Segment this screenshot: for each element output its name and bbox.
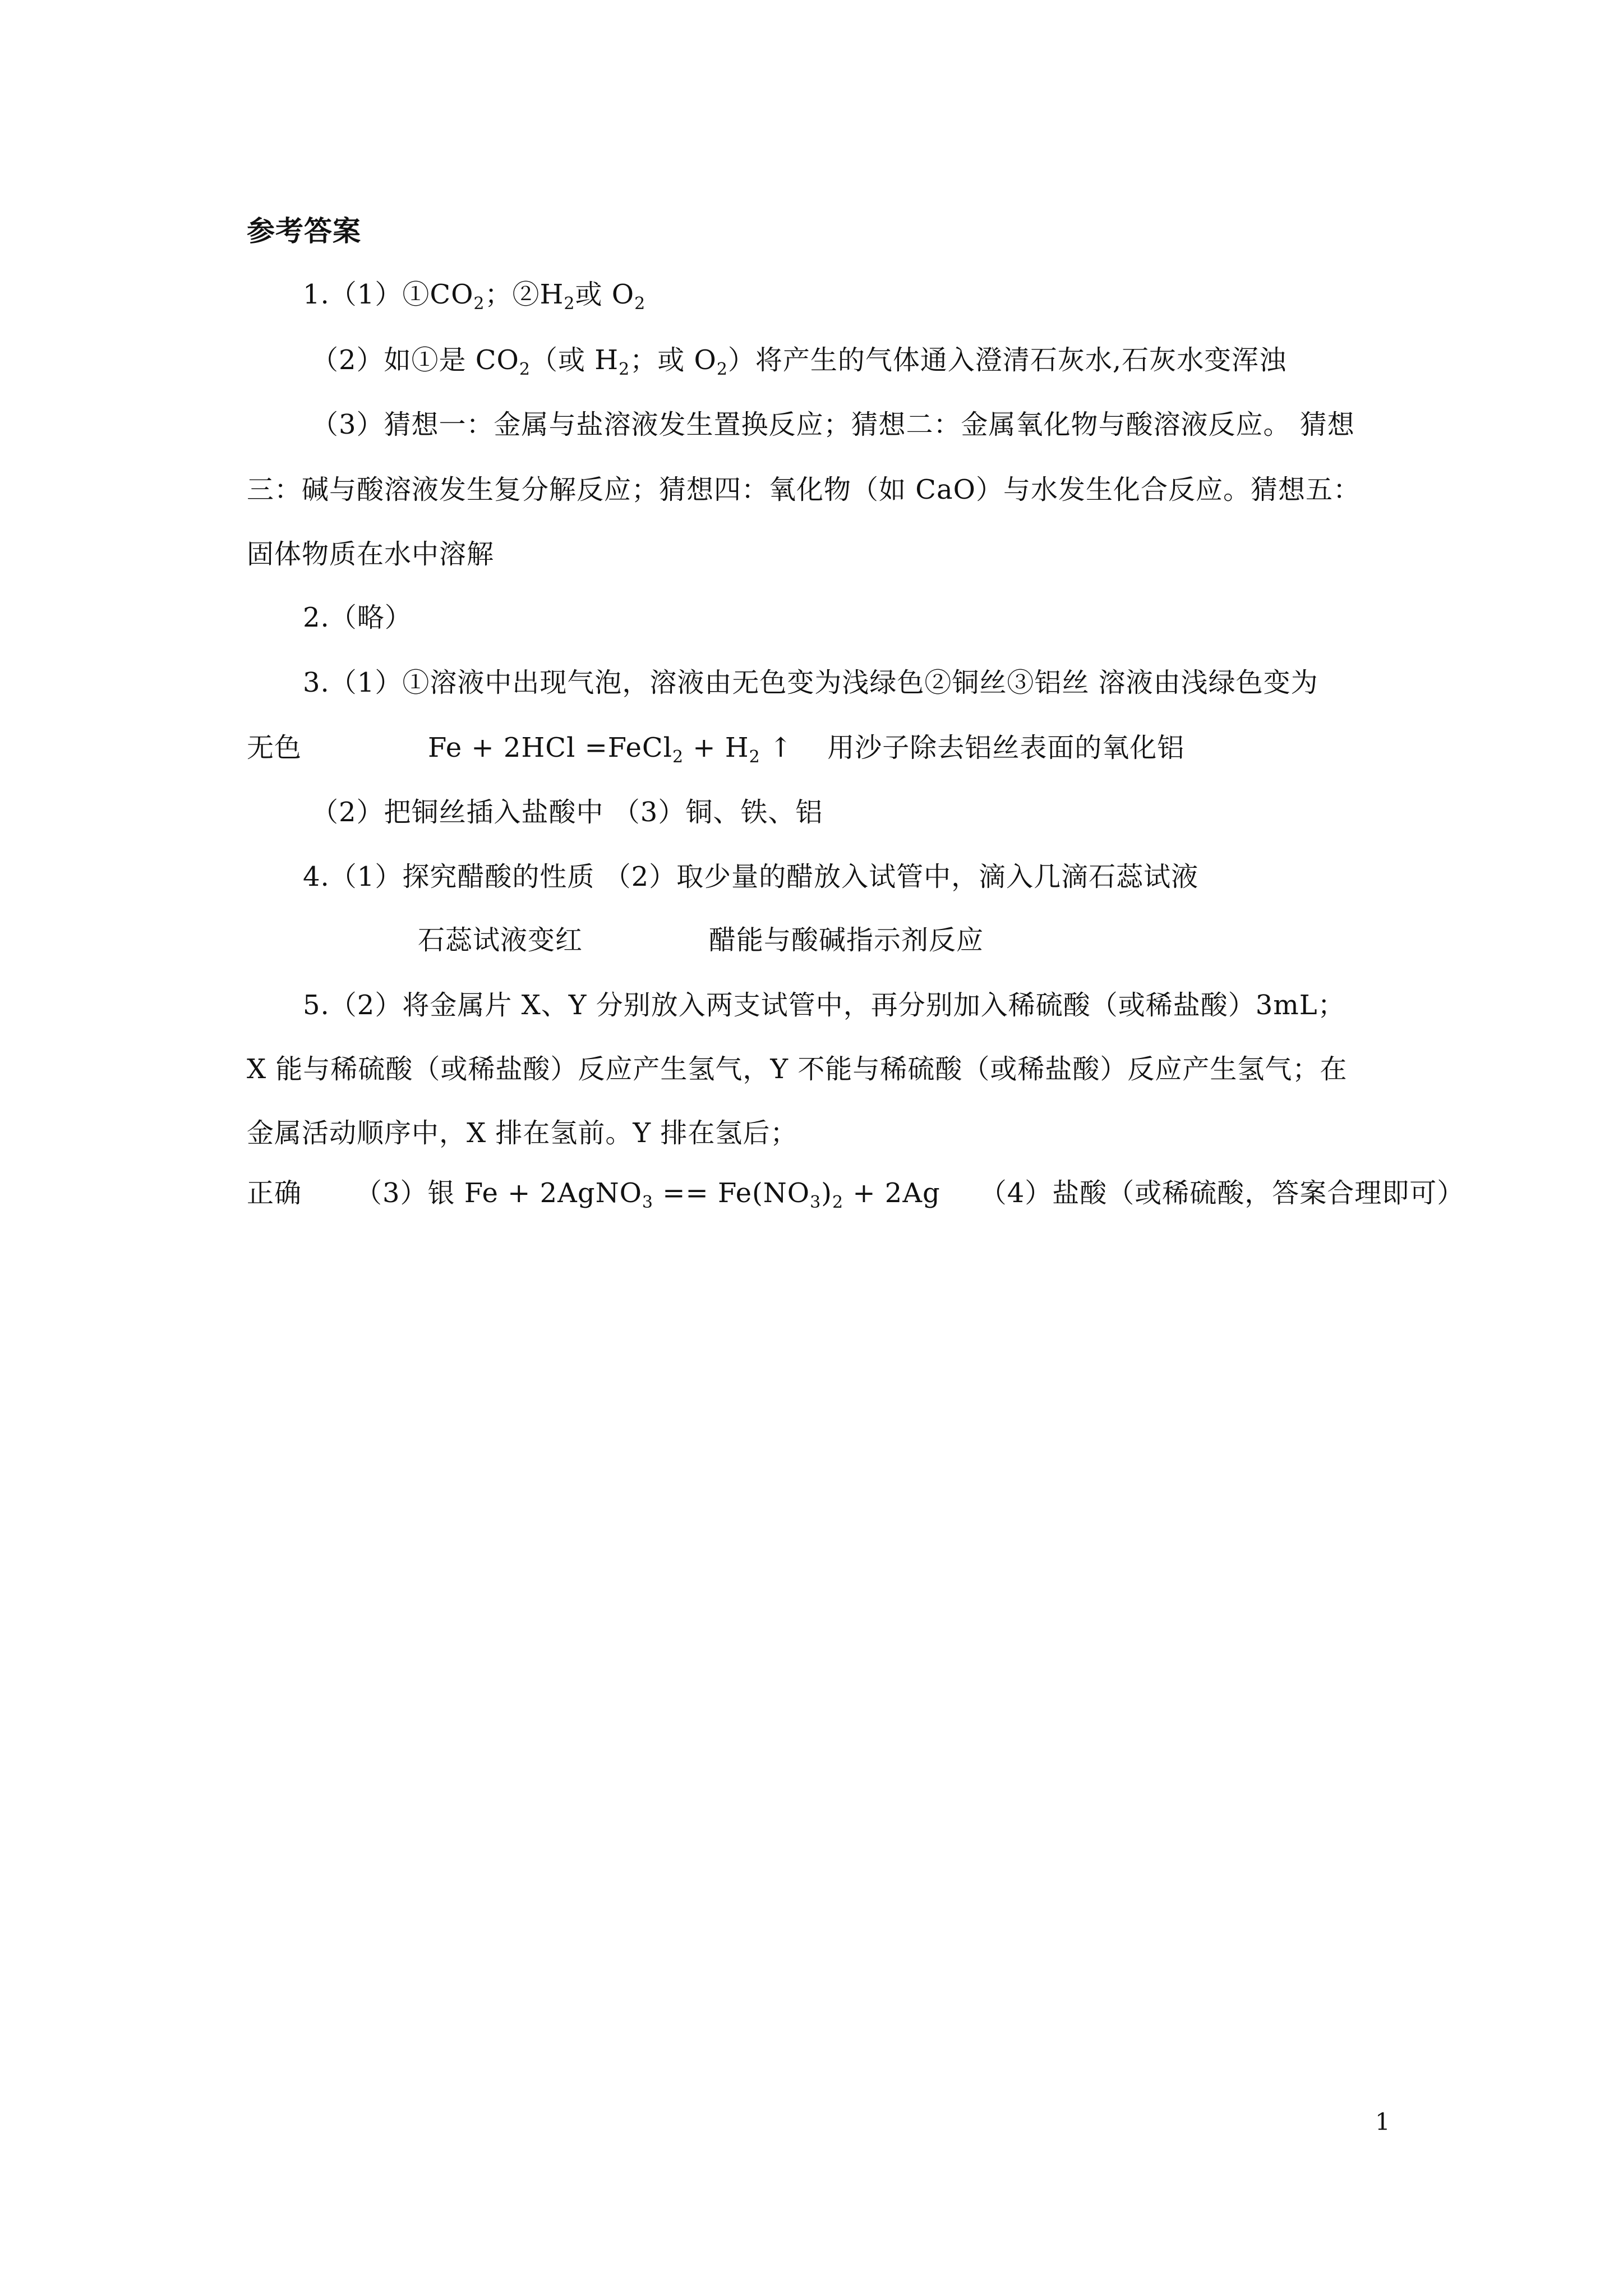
q3-line-2-part-1: 无色 xyxy=(247,732,302,763)
q5-line-4-sub-3: 2 xyxy=(832,1193,844,1212)
q4-line-1: 4.（1）探究醋酸的性质 （2）取少量的醋放入试管中，滴入几滴石蕊试液 xyxy=(303,861,1199,892)
q5-line-4-sub-2: 3 xyxy=(810,1193,822,1212)
q3-line-1: 3.（1）①溶液中出现气泡，溶液由无色变为浅绿色②铜丝③铝丝 溶液由浅绿色变为 xyxy=(303,667,1318,698)
q5-line-2: X 能与稀硫酸（或稀盐酸）反应产生氢气，Y 不能与稀硫酸（或稀盐酸）反应产生氢气；在 xyxy=(247,1053,1348,1085)
q1-line-1-prefix: 1.（1）①CO xyxy=(303,279,474,310)
answer-title: 参考答案 xyxy=(247,214,361,247)
q4-line-2 xyxy=(418,923,984,957)
q3-line-2-suffix: 用沙子除去铝丝表面的氧化铝 xyxy=(827,732,1185,763)
chemical-equation: Fe + 2HCl =FeCl xyxy=(428,732,672,763)
q1-line-2-mid-1: （或 H xyxy=(530,344,619,376)
chemical-equation-sub-2: 2 xyxy=(749,747,760,767)
q3-line-2 xyxy=(247,731,1184,765)
q1-line-2-prefix: （2）如①是 CO xyxy=(311,344,519,376)
q1-line-2-suffix: ）将产生的气体通入澄清石灰水,石灰水变浑浊 xyxy=(727,344,1287,376)
q1-line-4: 三：碱与酸溶液发生复分解反应；猜想四：氧化物（如 CaO）与水发生化合反应。猜想五： xyxy=(247,474,1361,505)
q5-line-1: 5.（2）将金属片 X、Y 分别放入两支试管中，再分别加入稀硫酸（或稀盐酸）3mL； xyxy=(303,990,1345,1021)
q1-line-1-mid-1: ；②H xyxy=(485,279,564,310)
q4-line-2-right: 醋能与酸碱指示剂反应 xyxy=(709,924,984,956)
q1-line-1-sub-3: 2 xyxy=(634,294,646,314)
q2-line-1: 2.（略） xyxy=(303,602,412,633)
q1-line-1 xyxy=(303,278,646,314)
chemical-equation-middle: + H xyxy=(684,732,749,763)
q1-line-5: 固体物质在水中溶解 xyxy=(247,539,495,570)
q1-line-1-mid-2: 或 O xyxy=(575,279,635,310)
q1-line-2-sub-3: 2 xyxy=(716,360,728,379)
q5-line-4-sub-1: 3 xyxy=(642,1193,654,1212)
q4-line-2-left: 石蕊试液变红 xyxy=(418,924,583,956)
q5-line-3: 金属活动顺序中，X 排在氢前。Y 排在氢后； xyxy=(247,1117,798,1149)
q5-line-4-part-5: + 2Ag xyxy=(843,1177,940,1209)
q5-line-4-part-3: == Fe(NO xyxy=(653,1177,810,1209)
q3-line-3: （2）把铜丝插入盐酸中 （3）铜、铁、铝 xyxy=(311,797,823,828)
chemical-equation-sub-1: 2 xyxy=(672,747,684,767)
q1-line-3: （3）猜想一：金属与盐溶液发生置换反应；猜想二：金属氧化物与酸溶液反应。 猜想 xyxy=(311,409,1355,440)
q5-line-4 xyxy=(247,1176,1464,1210)
q1-line-2-mid-2: ；或 O xyxy=(630,344,717,376)
q5-line-4-part-6: （4）盐酸（或稀硫酸，答案合理即可） xyxy=(979,1177,1465,1209)
q1-line-2 xyxy=(311,343,1287,377)
q1-line-2-sub-1: 2 xyxy=(519,360,531,379)
page-number: 1 xyxy=(1375,2108,1390,2136)
q1-line-1-sub-2: 2 xyxy=(564,294,575,314)
q1-line-2-sub-2: 2 xyxy=(619,360,630,379)
gas-arrow-icon: ↑ xyxy=(760,732,793,763)
q5-line-4-part-4: ) xyxy=(821,1177,832,1209)
q5-line-4-part-2: （3）银 Fe + 2AgNO xyxy=(355,1177,642,1209)
q1-line-1-sub-1: 2 xyxy=(473,294,485,314)
q5-line-4-part-1: 正确 xyxy=(247,1177,302,1209)
